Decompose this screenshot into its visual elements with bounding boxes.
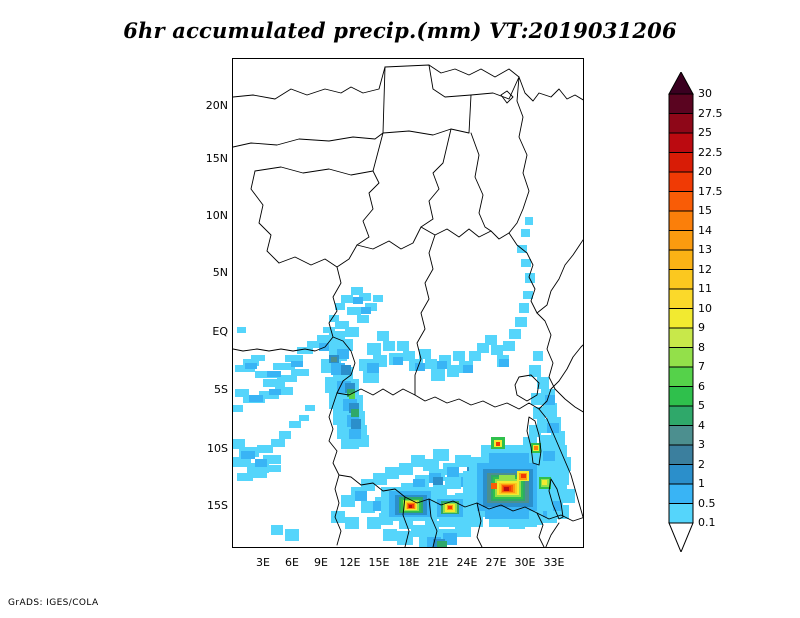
- x-tick-label: 12E: [339, 556, 361, 569]
- colorbar-tick: 9: [698, 321, 705, 334]
- colorbar-tick: 11: [698, 282, 712, 295]
- x-tick-label: 33E: [543, 556, 565, 569]
- x-tick-label: 6E: [285, 556, 299, 569]
- precip-shading: [233, 217, 575, 548]
- colorbar-tick: 3: [698, 438, 705, 451]
- colorbar-tick: 8: [698, 341, 705, 354]
- colorbar-tick: 0.1: [698, 516, 716, 529]
- colorbar-tick: 22.5: [698, 146, 723, 159]
- map-graphic: [233, 59, 584, 548]
- colorbar-tick: 10: [698, 302, 712, 315]
- map-plot-area: [232, 58, 584, 548]
- colorbar-tick: 20: [698, 165, 712, 178]
- y-tick-label: 5N: [212, 266, 228, 279]
- colorbar-tick: 30: [698, 87, 712, 100]
- y-tick-label: EQ: [212, 325, 228, 338]
- colorbar-tick: 27.5: [698, 107, 723, 120]
- colorbar-tick-labels: [698, 72, 742, 552]
- x-tick-label: 21E: [427, 556, 449, 569]
- colorbar-tick: 14: [698, 224, 712, 237]
- colorbar-tick: 6: [698, 380, 705, 393]
- y-tick-label: 15S: [207, 499, 228, 512]
- colorbar-tick: 0.5: [698, 497, 716, 510]
- colorbar-tick: 7: [698, 360, 705, 373]
- x-tick-label: 24E: [456, 556, 478, 569]
- y-tick-label: 10N: [205, 209, 228, 222]
- colorbar: [668, 72, 694, 552]
- chart-title: 6hr accumulated precip.(mm) VT:2019031206: [123, 18, 677, 43]
- attribution-text: GrADS: IGES/COLA: [8, 598, 99, 608]
- colorbar-tick: 5: [698, 399, 705, 412]
- colorbar-tick: 15: [698, 204, 712, 217]
- y-tick-label: 15N: [205, 152, 228, 165]
- x-tick-label: 18E: [398, 556, 420, 569]
- y-tick-label: 10S: [207, 442, 228, 455]
- x-tick-label: 30E: [514, 556, 536, 569]
- colorbar-tick: 25: [698, 126, 712, 139]
- colorbar-tick: 1: [698, 477, 705, 490]
- x-tick-label: 3E: [256, 556, 270, 569]
- colorbar-tick: 2: [698, 458, 705, 471]
- y-tick-label: 5S: [214, 383, 228, 396]
- x-tick-label: 9E: [314, 556, 328, 569]
- x-tick-label: 27E: [485, 556, 507, 569]
- y-tick-label: 20N: [205, 99, 228, 112]
- colorbar-tick: 17.5: [698, 185, 723, 198]
- colorbar-tick: 13: [698, 243, 712, 256]
- x-tick-label: 15E: [368, 556, 390, 569]
- colorbar-tick: 4: [698, 419, 705, 432]
- colorbar-tick: 12: [698, 263, 712, 276]
